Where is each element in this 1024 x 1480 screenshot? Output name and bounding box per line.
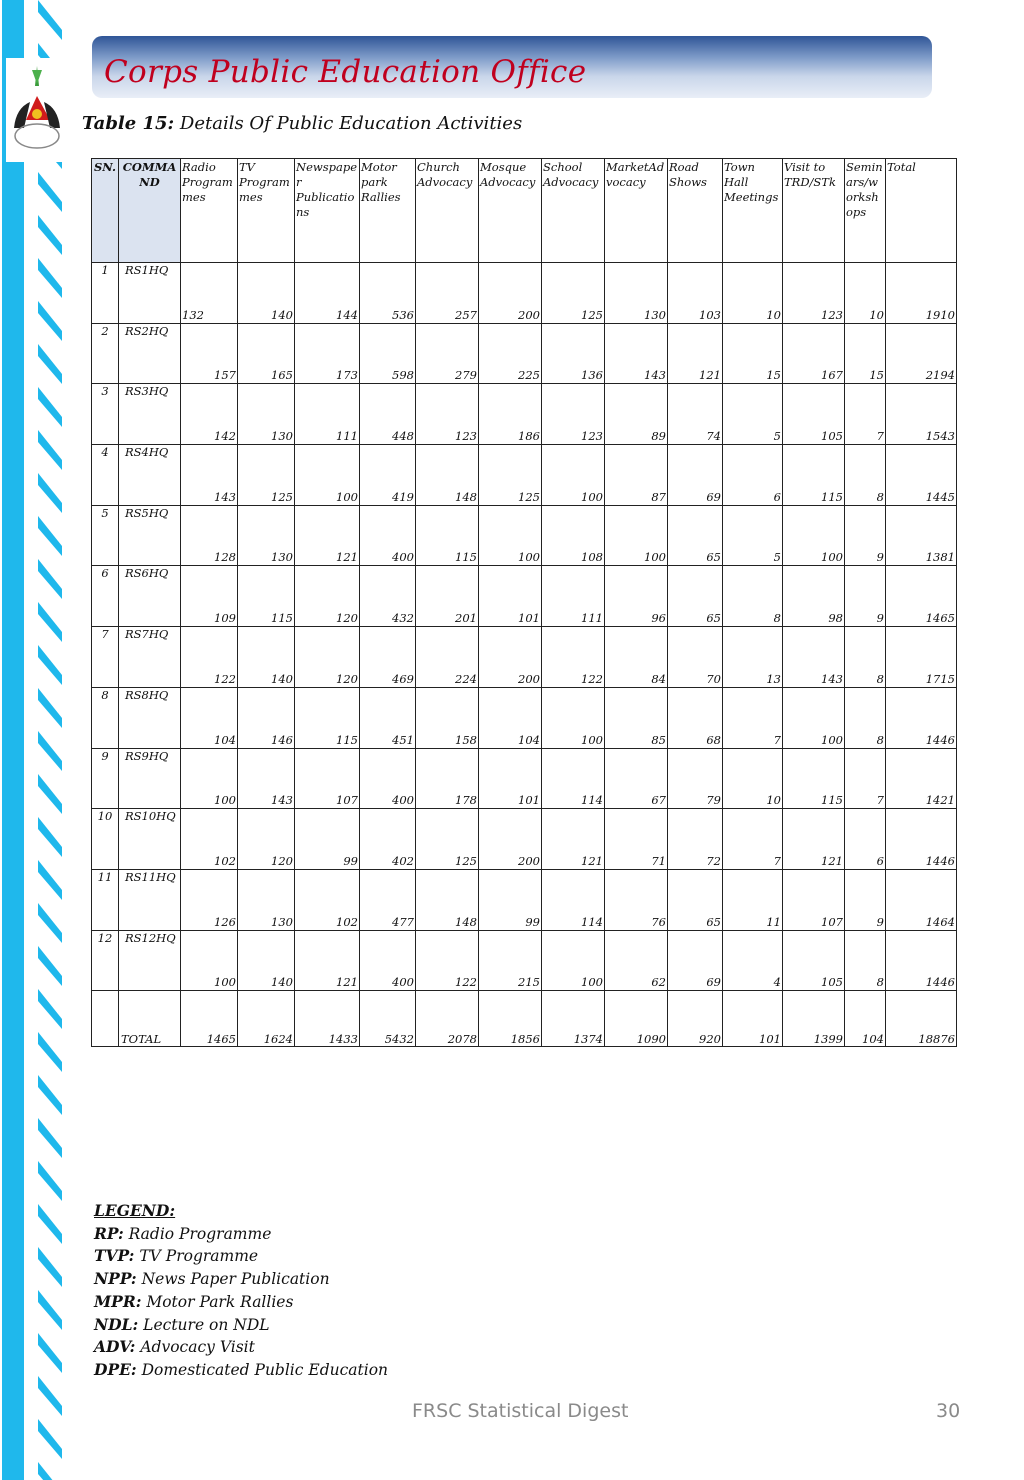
row-value: 125 (542, 263, 605, 324)
decorative-side-stripe (0, 0, 70, 1480)
legend-abbr: NPP: (94, 1269, 137, 1289)
row-value: 67 (605, 748, 668, 809)
row-value: 6 (723, 445, 783, 506)
row-value: 140 (238, 930, 295, 991)
row-value: 1446 (886, 687, 957, 748)
row-value: 102 (295, 869, 360, 930)
row-value: 1465 (886, 566, 957, 627)
row-value: 100 (181, 748, 238, 809)
header-command: COMMAND (119, 159, 181, 263)
total-value: 920 (668, 991, 723, 1047)
legend-text: Motor Park Rallies (146, 1292, 294, 1311)
row-value: 157 (181, 323, 238, 384)
row-value: 62 (605, 930, 668, 991)
header-mosque: Mosque Advocacy (479, 159, 542, 263)
row-value: 85 (605, 687, 668, 748)
row-value: 109 (181, 566, 238, 627)
row-value: 65 (668, 505, 723, 566)
row-value: 1445 (886, 445, 957, 506)
row-value: 115 (783, 445, 845, 506)
row-command: RS3HQ (119, 384, 181, 445)
table-row (92, 748, 957, 809)
header-tv: TV Programmes (238, 159, 295, 263)
row-sn: 10 (92, 809, 119, 870)
table-row (92, 445, 957, 506)
row-value: 122 (542, 627, 605, 688)
row-value: 140 (238, 263, 295, 324)
row-value: 89 (605, 384, 668, 445)
table-row (92, 627, 957, 688)
table-row (92, 505, 957, 566)
row-value: 114 (542, 869, 605, 930)
footer-title: FRSC Statistical Digest (412, 1400, 629, 1422)
row-command: RS5HQ (119, 505, 181, 566)
total-value: 1624 (238, 991, 295, 1047)
row-value: 121 (542, 809, 605, 870)
row-value: 10 (723, 263, 783, 324)
table-caption-text: Details Of Public Education Activities (179, 113, 523, 134)
row-value: 7 (723, 687, 783, 748)
row-value: 158 (416, 687, 479, 748)
row-sn: 6 (92, 566, 119, 627)
row-value: 1446 (886, 930, 957, 991)
row-value: 8 (845, 445, 886, 506)
row-value: 76 (605, 869, 668, 930)
table-caption (82, 113, 522, 134)
row-value: 100 (605, 505, 668, 566)
row-value: 87 (605, 445, 668, 506)
row-value: 79 (668, 748, 723, 809)
row-value: 121 (668, 323, 723, 384)
row-value: 257 (416, 263, 479, 324)
header-radio: Radio Programmes (181, 159, 238, 263)
legend-item (94, 1245, 388, 1268)
row-value: 72 (668, 809, 723, 870)
row-value: 69 (668, 930, 723, 991)
total-value: 101 (723, 991, 783, 1047)
row-value: 9 (845, 869, 886, 930)
row-value: 1543 (886, 384, 957, 445)
row-value: 123 (542, 384, 605, 445)
row-value: 146 (238, 687, 295, 748)
legend-abbr: DPE: (94, 1359, 137, 1379)
legend-heading: LEGEND: (94, 1201, 176, 1220)
total-value: 104 (845, 991, 886, 1047)
row-value: 536 (360, 263, 416, 324)
legend-text: Advocacy Visit (140, 1338, 255, 1357)
row-value: 100 (783, 505, 845, 566)
row-value: 2194 (886, 323, 957, 384)
table-row (92, 869, 957, 930)
row-command: RS6HQ (119, 566, 181, 627)
row-value: 84 (605, 627, 668, 688)
row-value: 100 (542, 445, 605, 506)
row-value: 200 (479, 263, 542, 324)
legend-item (94, 1359, 388, 1382)
row-value: 173 (295, 323, 360, 384)
row-value: 126 (181, 869, 238, 930)
row-value: 419 (360, 445, 416, 506)
row-value: 69 (668, 445, 723, 506)
header-market: MarketAdvocacy (605, 159, 668, 263)
row-sn: 5 (92, 505, 119, 566)
row-value: 122 (181, 627, 238, 688)
row-command: RS4HQ (119, 445, 181, 506)
table-body (92, 263, 957, 1047)
header-road-shows: Road Shows (668, 159, 723, 263)
public-education-table (91, 158, 957, 1047)
table-row (92, 809, 957, 870)
legend-abbr: TVP: (94, 1246, 135, 1266)
total-value: 1090 (605, 991, 668, 1047)
table-row (92, 687, 957, 748)
row-value: 5 (723, 384, 783, 445)
row-value: 5 (723, 505, 783, 566)
row-value: 143 (238, 748, 295, 809)
row-value: 105 (783, 930, 845, 991)
row-sn: 2 (92, 323, 119, 384)
banner-title: Corps Public Education Office (104, 54, 587, 90)
legend-item (94, 1314, 388, 1337)
row-value: 1421 (886, 748, 957, 809)
legend-text: Domesticated Public Education (141, 1360, 389, 1379)
row-value: 142 (181, 384, 238, 445)
row-value: 108 (542, 505, 605, 566)
legend-text: TV Programme (139, 1247, 259, 1266)
row-value: 15 (723, 323, 783, 384)
header-church: Church Advocacy (416, 159, 479, 263)
legend-text: Radio Programme (128, 1224, 272, 1243)
total-value: 1399 (783, 991, 845, 1047)
row-value: 123 (416, 384, 479, 445)
row-command: RS8HQ (119, 687, 181, 748)
row-value: 136 (542, 323, 605, 384)
row-value: 167 (783, 323, 845, 384)
row-value: 104 (181, 687, 238, 748)
table-header-row (92, 159, 957, 263)
row-value: 400 (360, 748, 416, 809)
total-value: 5432 (360, 991, 416, 1047)
row-value: 477 (360, 869, 416, 930)
row-value: 215 (479, 930, 542, 991)
row-value: 115 (238, 566, 295, 627)
row-command: RS11HQ (119, 869, 181, 930)
row-value: 1381 (886, 505, 957, 566)
row-value: 130 (238, 384, 295, 445)
legend-abbr: MPR: (94, 1291, 142, 1311)
row-value: 400 (360, 505, 416, 566)
section-banner (92, 36, 932, 98)
header-visit: Visit to TRD/STk (783, 159, 845, 263)
row-value: 9 (845, 505, 886, 566)
total-value: 1856 (479, 991, 542, 1047)
row-value: 451 (360, 687, 416, 748)
row-value: 7 (845, 384, 886, 445)
row-value: 104 (479, 687, 542, 748)
row-value: 121 (295, 505, 360, 566)
legend-item (94, 1268, 388, 1291)
row-value: 120 (238, 809, 295, 870)
row-sn: 7 (92, 627, 119, 688)
row-value: 130 (238, 505, 295, 566)
row-value: 115 (295, 687, 360, 748)
row-sn: 9 (92, 748, 119, 809)
row-value: 115 (416, 505, 479, 566)
row-value: 10 (723, 748, 783, 809)
legend-abbr: RP: (94, 1223, 124, 1243)
page-number: 30 (936, 1400, 961, 1422)
total-value: 1465 (181, 991, 238, 1047)
total-sn-empty (92, 991, 119, 1047)
row-command: RS7HQ (119, 627, 181, 688)
row-value: 70 (668, 627, 723, 688)
row-value: 68 (668, 687, 723, 748)
row-value: 128 (181, 505, 238, 566)
row-value: 102 (181, 809, 238, 870)
row-value: 122 (416, 930, 479, 991)
row-value: 115 (783, 748, 845, 809)
table-caption-label: Table 15: (82, 113, 175, 134)
row-value: 101 (479, 748, 542, 809)
row-value: 71 (605, 809, 668, 870)
row-value: 448 (360, 384, 416, 445)
row-value: 279 (416, 323, 479, 384)
legend-item (94, 1291, 388, 1314)
row-value: 143 (783, 627, 845, 688)
row-value: 100 (295, 445, 360, 506)
row-value: 6 (845, 809, 886, 870)
row-value: 123 (783, 263, 845, 324)
row-value: 125 (479, 445, 542, 506)
total-label: TOTAL (119, 991, 181, 1047)
row-sn: 1 (92, 263, 119, 324)
row-value: 224 (416, 627, 479, 688)
row-value: 8 (845, 930, 886, 991)
row-sn: 3 (92, 384, 119, 445)
row-value: 8 (845, 687, 886, 748)
legend (94, 1200, 388, 1382)
row-value: 8 (723, 566, 783, 627)
row-sn: 12 (92, 930, 119, 991)
row-value: 148 (416, 869, 479, 930)
row-value: 114 (542, 748, 605, 809)
row-value: 101 (479, 566, 542, 627)
row-command: RS9HQ (119, 748, 181, 809)
row-value: 100 (479, 505, 542, 566)
row-value: 100 (181, 930, 238, 991)
header-school: School Advocacy (542, 159, 605, 263)
legend-item (94, 1336, 388, 1359)
row-value: 1464 (886, 869, 957, 930)
row-value: 144 (295, 263, 360, 324)
row-value: 143 (605, 323, 668, 384)
table-row (92, 930, 957, 991)
row-value: 598 (360, 323, 416, 384)
row-value: 103 (668, 263, 723, 324)
row-value: 125 (238, 445, 295, 506)
row-value: 15 (845, 323, 886, 384)
row-value: 74 (668, 384, 723, 445)
row-value: 107 (295, 748, 360, 809)
table-row (92, 323, 957, 384)
row-value: 100 (783, 687, 845, 748)
row-value: 186 (479, 384, 542, 445)
row-value: 200 (479, 627, 542, 688)
total-value: 1374 (542, 991, 605, 1047)
row-value: 402 (360, 809, 416, 870)
row-sn: 4 (92, 445, 119, 506)
row-command: RS12HQ (119, 930, 181, 991)
total-value: 2078 (416, 991, 479, 1047)
row-value: 98 (783, 566, 845, 627)
row-value: 130 (238, 869, 295, 930)
row-value: 96 (605, 566, 668, 627)
row-sn: 11 (92, 869, 119, 930)
row-value: 132 (181, 263, 238, 324)
row-value: 4 (723, 930, 783, 991)
row-value: 65 (668, 869, 723, 930)
row-value: 165 (238, 323, 295, 384)
legend-item (94, 1223, 388, 1246)
row-value: 120 (295, 566, 360, 627)
row-command: RS1HQ (119, 263, 181, 324)
header-seminars: Seminars/workshops (845, 159, 886, 263)
legend-items (94, 1223, 388, 1382)
row-value: 107 (783, 869, 845, 930)
legend-abbr: NDL: (94, 1314, 139, 1334)
row-value: 99 (295, 809, 360, 870)
header-total: Total (886, 159, 957, 263)
row-value: 1715 (886, 627, 957, 688)
legend-abbr: ADV: (94, 1337, 136, 1357)
row-value: 100 (542, 687, 605, 748)
table-total-row (92, 991, 957, 1047)
row-value: 111 (295, 384, 360, 445)
row-value: 121 (783, 809, 845, 870)
row-value: 99 (479, 869, 542, 930)
row-value: 8 (845, 627, 886, 688)
legend-text: News Paper Publication (141, 1270, 330, 1289)
legend-text: Lecture on NDL (143, 1315, 270, 1334)
row-value: 400 (360, 930, 416, 991)
header-motor-park: Motor park Rallies (360, 159, 416, 263)
row-value: 143 (181, 445, 238, 506)
row-value: 225 (479, 323, 542, 384)
row-value: 120 (295, 627, 360, 688)
row-value: 9 (845, 566, 886, 627)
row-sn: 8 (92, 687, 119, 748)
total-value: 1433 (295, 991, 360, 1047)
row-value: 200 (479, 809, 542, 870)
row-value: 100 (542, 930, 605, 991)
row-value: 201 (416, 566, 479, 627)
table-row (92, 384, 957, 445)
row-value: 1446 (886, 809, 957, 870)
row-value: 469 (360, 627, 416, 688)
table-row (92, 566, 957, 627)
row-value: 13 (723, 627, 783, 688)
row-value: 105 (783, 384, 845, 445)
row-command: RS2HQ (119, 323, 181, 384)
row-value: 7 (845, 748, 886, 809)
row-value: 10 (845, 263, 886, 324)
row-value: 121 (295, 930, 360, 991)
header-newspaper: Newspaper Publications (295, 159, 360, 263)
header-town-hall: Town Hall Meetings (723, 159, 783, 263)
row-command: RS10HQ (119, 809, 181, 870)
frsc-logo (6, 58, 68, 162)
header-sn: SN. (92, 159, 119, 263)
row-value: 178 (416, 748, 479, 809)
row-value: 111 (542, 566, 605, 627)
row-value: 65 (668, 566, 723, 627)
row-value: 7 (723, 809, 783, 870)
row-value: 432 (360, 566, 416, 627)
row-value: 1910 (886, 263, 957, 324)
row-value: 148 (416, 445, 479, 506)
row-value: 130 (605, 263, 668, 324)
table-row (92, 263, 957, 324)
row-value: 125 (416, 809, 479, 870)
row-value: 11 (723, 869, 783, 930)
row-value: 140 (238, 627, 295, 688)
total-value: 18876 (886, 991, 957, 1047)
